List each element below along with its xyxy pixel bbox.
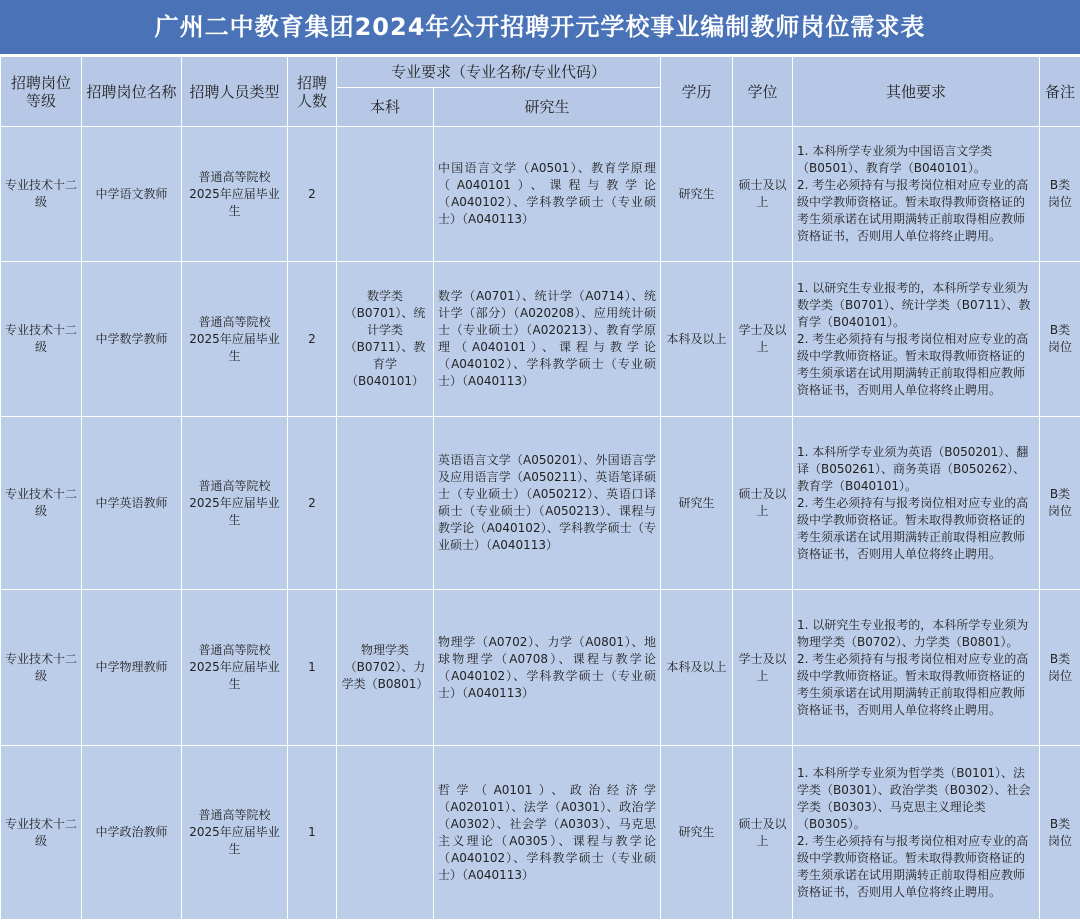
cell-graduate: 哲学（A0101）、政治经济学（A020101）、法学（A0301）、政治学（A0302）、社会学（A0303）、马克思主义理论（A0305）、课程与教学论（A040102）、学科教学硕士（专业硕士）（A040113） <box>434 746 661 920</box>
cell-count: 1 <box>288 746 337 920</box>
cell-other: 1. 本科所学专业须为哲学类（B0101）、法学类（B0301）、政治学类（B0302）、社会学类（B0303）、马克思主义理论类（B0305）。 2. 考生必须持有与报考岗位相对应专业的高级中学教师资格证。暂未取得教师资格证的考生须承诺在试用期满转正前取得相应教师资格证书，否则用人单位将终止聘用。 <box>793 746 1040 920</box>
cell-type: 普通高等院校2025年应届毕业生 <box>182 127 288 262</box>
cell-education: 研究生 <box>661 746 733 920</box>
table-row <box>1 262 1080 417</box>
table-row <box>1 127 1080 262</box>
cell-position: 中学数学教师 <box>82 262 182 417</box>
cell-education: 研究生 <box>661 417 733 590</box>
cell-level: 专业技术十二级 <box>1 127 82 262</box>
header-position: 招聘岗位名称 <box>82 57 182 127</box>
cell-level: 专业技术十二级 <box>1 590 82 746</box>
cell-type: 普通高等院校2025年应届毕业生 <box>182 746 288 920</box>
cell-level: 专业技术十二级 <box>1 262 82 417</box>
cell-bachelor <box>337 417 434 590</box>
header-note: 备注 <box>1040 57 1080 127</box>
cell-other: 1. 以研究生专业报考的，本科所学专业须为数学类（B0701）、统计学类（B0711）、教育学（B040101）。 2. 考生必须持有与报考岗位相对应专业的高级中学教师资格证。暂未取得教师资格证的考生须承诺在试用期满转正前取得相应教师资格证书，否则用人单位将终止聘用。 <box>793 262 1040 417</box>
cell-bachelor: 物理学类（B0702）、力学类（B0801） <box>337 590 434 746</box>
cell-level: 专业技术十二级 <box>1 417 82 590</box>
cell-count: 2 <box>288 127 337 262</box>
cell-note: B类岗位 <box>1040 417 1080 590</box>
header-major: 专业要求（专业名称/专业代码） <box>337 57 661 88</box>
cell-count: 2 <box>288 417 337 590</box>
cell-note: B类岗位 <box>1040 590 1080 746</box>
cell-type: 普通高等院校2025年应届毕业生 <box>182 262 288 417</box>
header-bachelor: 本科 <box>337 88 434 127</box>
cell-other: 1. 本科所学专业须为中国语言文学类（B0501）、教育学（B040101）。 2. 考生必须持有与报考岗位相对应专业的高级中学教师资格证。暂未取得教师资格证的考生须承诺在试用期满转正前取得相应教师资格证书，否则用人单位将终止聘用。 <box>793 127 1040 262</box>
header-count: 招聘人数 <box>288 57 337 127</box>
cell-degree: 硕士及以上 <box>733 127 793 262</box>
cell-position: 中学英语教师 <box>82 417 182 590</box>
cell-note: B类岗位 <box>1040 127 1080 262</box>
table-row <box>1 417 1080 590</box>
table-row <box>1 746 1080 920</box>
cell-type: 普通高等院校2025年应届毕业生 <box>182 417 288 590</box>
header-level: 招聘岗位等级 <box>1 57 82 127</box>
table-row <box>1 590 1080 746</box>
cell-other: 1. 本科所学专业须为英语（B050201）、翻译（B050261）、商务英语（B050262）、教育学（B040101）。 2. 考生必须持有与报考岗位相对应专业的高级中学教师资格证。暂未取得教师资格证的考生须承诺在试用期满转正前取得相应教师资格证书，否则用人单位将终止聘用。 <box>793 417 1040 590</box>
cell-graduate: 数学（A0701）、统计学（A0714）、统计学（部分）（A020208）、应用统计硕士（专业硕士）（A020213）、教育学原理（A040101）、课程与教学论（A040102）、学科教学硕士（专业硕士）（A040113） <box>434 262 661 417</box>
cell-degree: 硕士及以上 <box>733 417 793 590</box>
header-type: 招聘人员类型 <box>182 57 288 127</box>
cell-other: 1. 以研究生专业报考的，本科所学专业须为物理学类（B0702）、力学类（B0801）。 2. 考生必须持有与报考岗位相对应专业的高级中学教师资格证。暂未取得教师资格证的考生须承诺在试用期满转正前取得相应教师资格证书，否则用人单位将终止聘用。 <box>793 590 1040 746</box>
cell-education: 本科及以上 <box>661 262 733 417</box>
cell-note: B类岗位 <box>1040 746 1080 920</box>
cell-bachelor <box>337 127 434 262</box>
cell-bachelor: 数学类（B0701）、统计学类（B0711）、教育学（B040101） <box>337 262 434 417</box>
page-title: 广州二中教育集团2024年公开招聘开元学校事业编制教师岗位需求表 <box>0 0 1080 54</box>
cell-degree: 学士及以上 <box>733 262 793 417</box>
header-education: 学历 <box>661 57 733 127</box>
cell-type: 普通高等院校2025年应届毕业生 <box>182 590 288 746</box>
cell-education: 本科及以上 <box>661 590 733 746</box>
cell-degree: 学士及以上 <box>733 590 793 746</box>
cell-position: 中学语文教师 <box>82 127 182 262</box>
header-other: 其他要求 <box>793 57 1040 127</box>
cell-level: 专业技术十二级 <box>1 746 82 920</box>
cell-count: 1 <box>288 590 337 746</box>
recruitment-table <box>0 56 1080 920</box>
cell-count: 2 <box>288 262 337 417</box>
cell-graduate: 物理学（A0702）、力学（A0801）、地球物理学（A0708）、课程与教学论（A040102）、学科教学硕士（专业硕士）（A040113） <box>434 590 661 746</box>
header-row <box>1 57 1080 88</box>
cell-position: 中学政治教师 <box>82 746 182 920</box>
header-graduate: 研究生 <box>434 88 661 127</box>
cell-degree: 硕士及以上 <box>733 746 793 920</box>
cell-graduate: 中国语言文学（A0501）、教育学原理（A040101）、课程与教学论（A040102）、学科教学硕士（专业硕士）（A040113） <box>434 127 661 262</box>
cell-education: 研究生 <box>661 127 733 262</box>
header-degree: 学位 <box>733 57 793 127</box>
cell-graduate: 英语语言文学（A050201）、外国语言学及应用语言学（A050211）、英语笔译硕士（专业硕士）（A050212）、英语口译硕士（专业硕士）（A050213）、课程与教学论（A040102）、学科教学硕士（专业硕士）（A040113） <box>434 417 661 590</box>
cell-note: B类岗位 <box>1040 262 1080 417</box>
cell-position: 中学物理教师 <box>82 590 182 746</box>
cell-bachelor <box>337 746 434 920</box>
